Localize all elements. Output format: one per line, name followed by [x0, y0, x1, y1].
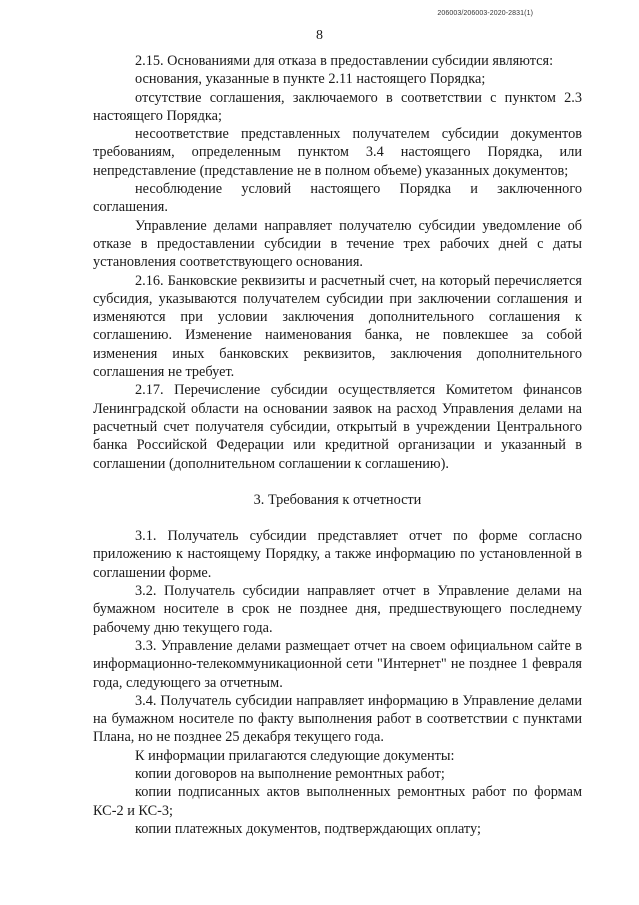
paragraph-3-1: 3.1. Получатель субсидии представляет отчет по форме согласно приложению к настоящему Порядку, а также информацию по установленной в соглашении форме. [93, 528, 582, 581]
document-body [93, 52, 582, 838]
document-id: 206003/206003-2020-2831(1) [437, 10, 533, 17]
paragraph-attachments-intro: К информации прилагаются следующие документы: [135, 747, 455, 764]
paragraph-ground-3: несоответствие представленных получателем субсидии документов требованиям, определенным пунктом 3.4 настоящего Порядка, или непредставление (представление не в полном объеме) указанных документов; [93, 126, 582, 179]
paragraph-2-17: 2.17. Перечисление субсидии осуществляется Комитетом финансов Ленинградской области на основании заявок на расход Управления делами на расчетный счет получателя субсидии, открытый в учреждении Центрального банка Российской Федерации или кредитной организации и указанный в соглашении (дополнительном соглашении к соглашению). [93, 382, 582, 472]
paragraph-2-15: 2.15. Основаниями для отказа в предоставлении субсидии являются: [135, 53, 554, 69]
paragraph-attachment-2: копии подписанных актов выполненных ремонтных работ по формам КС-2 и КС-3; [93, 784, 582, 819]
paragraph-ground-2: отсутствие соглашения, заключаемого в соответствии с пунктом 2.3 настоящего Порядка; [93, 89, 582, 124]
paragraph-ground-1: основания, указанные в пункте 2.11 настоящего Порядка; [135, 71, 486, 88]
paragraph-3-3: 3.3. Управление делами размещает отчет на своем официальном сайте в информационно-телекоммуникационной сети "Интернет" не позднее 1 февраля года, следующего за отчетным. [93, 637, 582, 691]
paragraph-ground-4: несоблюдение условий настоящего Порядка и заключенного соглашения. [93, 181, 582, 216]
paragraph-attachment-1: копии договоров на выполнение ремонтных работ; [135, 765, 445, 782]
page-number: 8 [316, 28, 323, 43]
paragraph-3-2: 3.2. Получатель субсидии направляет отчет в Управление делами на бумажном носителе в срок не позднее дня, предшествующего последнему рабочему дню текущего года. [93, 583, 582, 636]
paragraph-3-4: 3.4. Получатель субсидии направляет информацию в Управление делами на бумажном носителе по факту выполнения работ в соответствии с пунктами Плана, но не позднее 25 декабря текущего года. [93, 692, 582, 746]
paragraph-notification: Управление делами направляет получателю субсидии уведомление об отказе в предоставлении субсидии в течение трех рабочих дней с даты установления соответствующего основания. [93, 217, 582, 271]
section-heading: 3. Требования к отчетности [253, 491, 422, 508]
paragraph-attachment-3: копии платежных документов, подтверждающих оплату; [135, 820, 481, 837]
paragraph-2-16: 2.16. Банковские реквизиты и расчетный счет, на который перечисляется субсидия, указываются получателем субсидии при заключении соглашения и изменяются при условии заключения дополнительного соглашения к соглашению. Изменение наименования банка, не повлекшее за собой изменения иных банковских реквизитов, заключения дополнительного соглашения не требует. [93, 272, 582, 381]
